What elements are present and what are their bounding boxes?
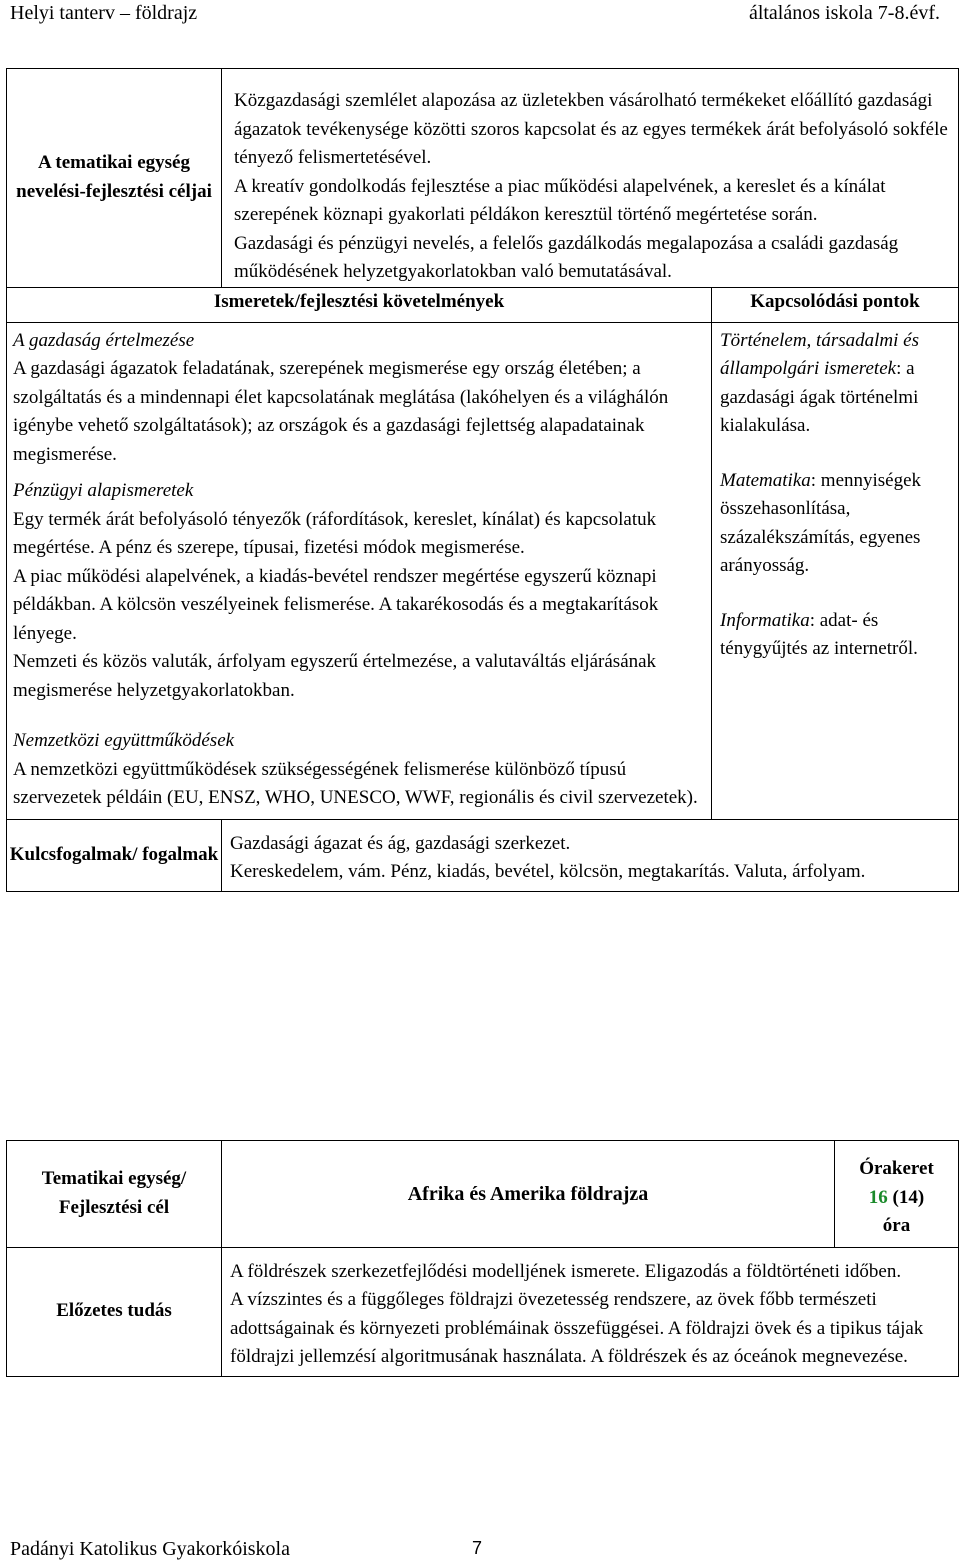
- connection-math: [720, 467, 950, 581]
- section-finance: [13, 477, 705, 705]
- goals-label: A tematikai egység nevelési-fejlesztési céljai: [7, 69, 222, 288]
- header-left: Helyi tanterv – földrajz: [10, 2, 198, 24]
- goals-text: [222, 69, 959, 288]
- section-economy: [13, 327, 705, 470]
- section-paragraph: A gazdasági ágazatok feladatának, szerepének megismerése egy ország életében; a szolgáltatás és a mindennapi élet kapcsolatának meglátása (lakóhelyen és a világhálón igénybe vehető szolgáltatások); az országok és a gazdasági fejlettség alapadatainak megismerése.: [13, 358, 669, 465]
- connections-body: [712, 322, 959, 819]
- connection-text: : adat- és ténygyűjtés az internetről.: [720, 609, 918, 659]
- unit-label: Tematikai egység/ Fejlesztési cél: [7, 1141, 222, 1248]
- section-paragraph: A nemzetközi együttműködések szükségességének felismerése különböző típusú szervezetek példáin (EU, ENSZ, WHO, UNESCO, WWF, regionális és civil szervezetek).: [13, 758, 698, 808]
- requirements-body: [7, 322, 712, 819]
- hours-label: Órakeret: [859, 1158, 934, 1179]
- section-title: Nemzetközi együttműködések: [13, 730, 235, 751]
- hours-unit: óra: [882, 1215, 911, 1236]
- section-paragraph: Egy termék árát befolyásoló tényezők (ráfordítások, kereslet, kínálat) és kapcsolatuk megértése. A pénz és szerepe, típusai, fizetési módok megismerése.: [13, 508, 657, 558]
- unit-title: Afrika és Amerika földrajza: [222, 1141, 835, 1248]
- connection-history: [720, 327, 950, 441]
- prior-knowledge-text: [222, 1247, 959, 1376]
- prior-knowledge-label: Előzetes tudás: [7, 1247, 222, 1376]
- footer-school: Padányi Katolikus Gyakorkóiskola: [10, 1538, 290, 1560]
- goal-paragraph: Gazdasági és pénzügyi nevelés, a felelős gazdálkodás megalapozása a családi gazdaság működésének helyzetgyakorlatokban való bemutatásával.: [234, 232, 899, 282]
- hours-value: 16: [868, 1186, 888, 1208]
- header-right: általános iskola 7-8.évf.: [748, 2, 940, 24]
- page-number: 7: [472, 1538, 483, 1558]
- connection-informatics: [720, 607, 950, 664]
- section-paragraph: A piac működési alapelvének, a kiadás-bevétel rendszer megértése egyszerű köznapi példákban. A kölcsön veszélyeinek felismerése. A takarékosodás és a megtakarítások lényege.: [13, 565, 659, 644]
- hours-cell: [835, 1141, 959, 1248]
- key-concepts-line: Gazdasági ágazat és ág, gazdasági szerkezet.: [230, 832, 571, 854]
- key-concepts-label: Kulcsfogalmak/ fogalmak: [7, 819, 222, 891]
- connection-subject: Matematika: [720, 469, 811, 491]
- connection-subject: Informatika: [720, 609, 810, 631]
- unit-table: [6, 68, 959, 892]
- prior-line: A vízszintes és a függőleges földrajzi övezetesség rendszere, az övek főbb természeti adottságainak és környezeti problémáinak összefüggései. A földrajzi övek és a tipikus tájak földrajzi jellemzésí algoritmusának használata. A földrészek és az óceánok megnevezése.: [230, 1289, 924, 1367]
- goal-paragraph: Közgazdasági szemlélet alapozása az üzletekben vásárolható termékeket előállító gazdasági ágazatok tevékenysége közötti szoros kapcsolat és az egyes termékek árát befolyásoló sokféle tényező felismertetésével.: [234, 90, 948, 168]
- goal-paragraph: A kreatív gondolkodás fejlesztése a piac működési alapelvének, a kereslet és a kínálat szerepének köznapi gyakorlati példákon keresztül történő megértetése során.: [234, 175, 886, 225]
- connection-text: : mennyiségek összehasonlítása, százalékszámítás, egyenes arányosság.: [720, 469, 922, 576]
- key-concepts-text: [222, 819, 959, 891]
- section-international: [13, 727, 705, 813]
- requirements-header: Ismeretek/fejlesztési követelmények: [7, 287, 712, 322]
- unit2-table: [6, 1140, 959, 1377]
- prior-line: A földrészek szerkezetfejlődési modelljének ismerete. Eligazodás a földtörténeti időben.: [230, 1260, 902, 1282]
- connection-subject: Történelem, társadalmi és állampolgári ismeretek: [720, 329, 919, 379]
- key-concepts-line: Kereskedelem, vám. Pénz, kiadás, bevétel, kölcsön, megtakarítás. Valuta, árfolyam.: [230, 861, 866, 882]
- hours-alt: (14): [892, 1186, 925, 1208]
- section-paragraph: Nemzeti és közös valuták, árfolyam egyszerű értelmezése, a valutaváltás eljárásának megismerése helyzetgyakorlatokban.: [13, 651, 657, 701]
- connection-text: : a gazdasági ágak történelmi kialakulása.: [720, 358, 919, 436]
- section-title: Pénzügyi alapismeretek: [13, 480, 194, 501]
- section-title: A gazdaság értelmezése: [13, 329, 195, 351]
- connections-header: Kapcsolódási pontok: [712, 287, 959, 322]
